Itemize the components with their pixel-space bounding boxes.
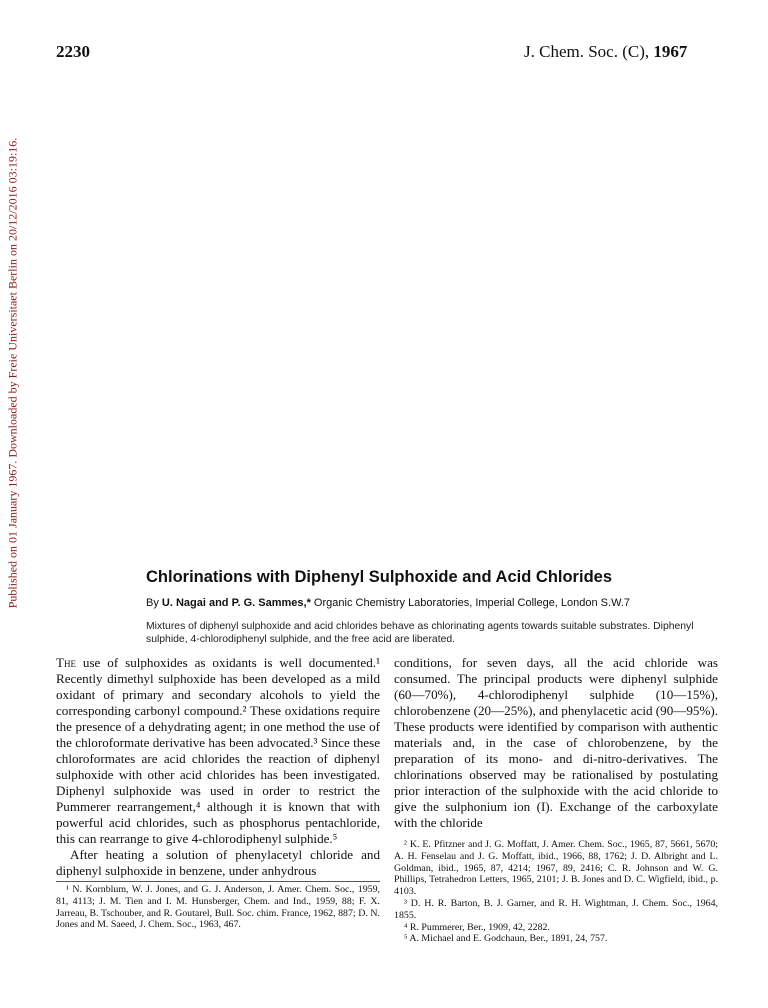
footnotes-left [56,881,380,931]
footnotes-right [394,837,718,945]
intro-text: use of sulphoxides as oxidants is well documented.¹ Recently dimethyl sulphoxide has been developed as a mild oxidant of primary and secondary alcohols to yield the corresponding carbonyl compound.² These oxidations require the presence of a dehydrating agent; in one method the use of the chloroformate derivative has been advocated.³ Since these chloroformates are acid chlorides the reaction of diphenyl sulphoxide with other acid chlorides has been investigated. Diphenyl sulphoxide was used in order to restrict the Pummerer rearrangement,⁴ although it is known that with powerful acid chlorides, such as phosphorus pentachloride, this can rearrange to give 4-chlorodiphenyl sulphide.⁵ [56,655,380,846]
paragraph-intro [56,655,380,847]
journal-name: J. Chem. Soc. (C), [524,42,654,61]
journal-citation [524,42,687,62]
paragraph-results: conditions, for seven days, all the acid chloride was consumed. The principal products were diphenyl sulphide (60—70%), 4-chlorodiphenyl sulphide (10—15%), chlorobenzene (20—25%), and phenylacetic acid (90—95%). These products were identified by comparison with authentic materials and, in the case of chlorobenzene, by the preparation of its mono- and di-nitro-derivatives. The chlorinations observed may be rationalised by postulating prior interaction of the sulphoxide with the acid chloride to give the sulphonium ion (I). Exchange of the carboxylate with the chloride [394,655,718,830]
footnote-5: ⁵ A. Michael and E. Godchaun, Ber., 1891, 24, 757. [404,933,608,945]
article-title: Chlorinations with Diphenyl Sulphoxide and Acid Chlorides [146,568,612,586]
byline-by: By [146,597,162,609]
footnote-4: ⁴ R. Pummerer, Ber., 1909, 42, 2282. [404,921,550,933]
abstract: Mixtures of diphenyl sulphoxide and acid chlorides behave as chlorinating agents towards suitable substrates. Diphenyl sulphide, 4-chlorodiphenyl sulphide, and the free acid are liberated. [146,621,694,645]
download-notice-text: Published on 01 January 1967. Downloaded by Freie Universitaet Berlin on 20/12/2016 03:19:16. [5,137,20,609]
paragraph-experiment: After heating a solution of phenylacetyl chloride and diphenyl sulphoxide in benzene, under anhydrous [56,847,380,878]
footnote-3: ³ D. H. R. Barton, B. J. Garner, and R. H. Wightman, J. Chem. Soc., 1964, 1855. [394,897,718,921]
left-body [56,655,380,879]
footnote-2: ² K. E. Pfitzner and J. G. Moffatt, J. Amer. Chem. Soc., 1965, 87, 5661, 5670; A. H. Fenselau and J. G. Moffatt, ibid., 1966, 88, 1762; J. D. Albright and L. Goldman, ibid., 1965, 87, 4214; 1967, 89, 2416; C. R. Johnson and W. G. Phillips, Tetrahedron Letters, 1965, 2101; J. B. Jones and D. C. Wigfield, ibid., p. 4103. [394,839,718,898]
page-number: 2230 [56,42,90,61]
byline [146,597,630,609]
download-notice [5,137,21,609]
footnote-1: ¹ N. Kornblum, W. J. Jones, and G. J. Anderson, J. Amer. Chem. Soc., 1959, 81, 4113; J. M. Tien and I. M. Hunsberger, Chem. and Ind., 1959, 88; F. X. Jarreau, B. Tschouber, and R. Goutarel, Bull. Soc. chim. France, 1962, 887; D. N. Jones and M. Saeed, J. Chem. Soc., 1963, 467. [56,884,380,931]
journal-year: 1967 [653,42,688,61]
lead-word: The [56,655,76,670]
right-body [394,655,718,831]
affiliation: Organic Chemistry Laboratories, Imperial College, London S.W.7 [310,597,631,609]
right-column [394,655,718,945]
left-column [56,655,380,931]
authors: U. Nagai and P. G. Sammes,* [161,597,311,609]
